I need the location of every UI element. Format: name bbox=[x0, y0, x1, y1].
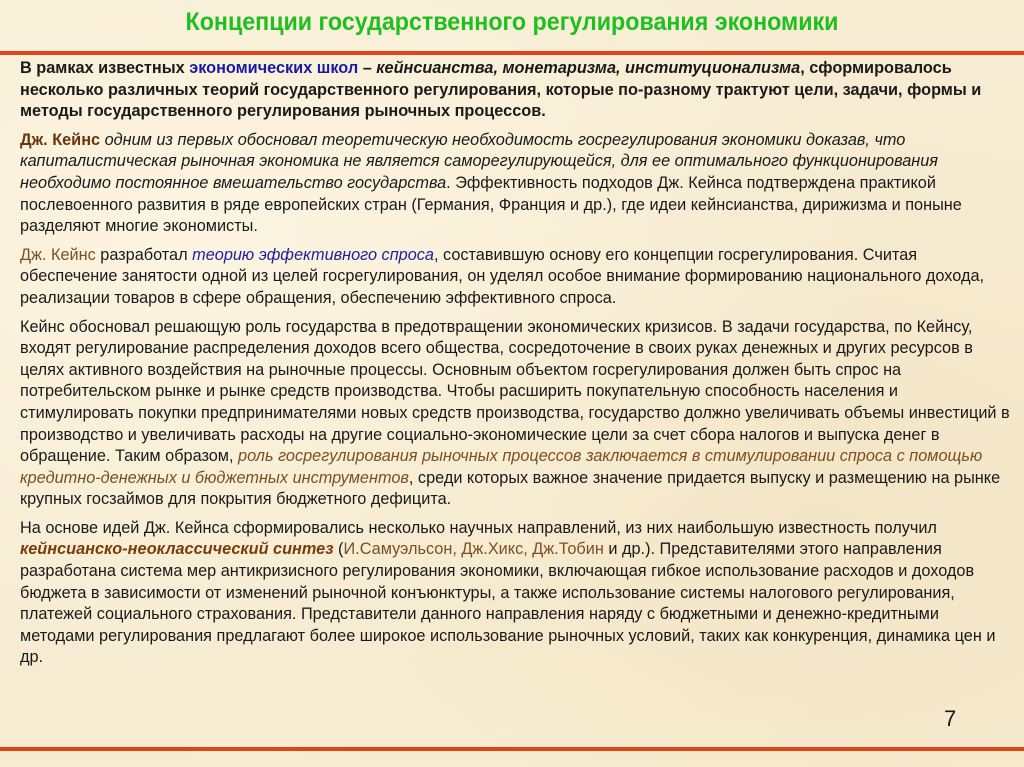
regulation-role-highlight: роль госрегулирования рыночных процессов заключается в стимулировании спроса с помощью кредитно-денежных и бюджетных инструментов bbox=[20, 447, 983, 487]
paragraph-effective-demand bbox=[20, 245, 1010, 310]
text: разработал bbox=[95, 245, 193, 264]
text: Кейнс обосновал решающую роль государства в предотвращении экономических кризисов. В задачи государства, по Кейнсу, входят регулирование распределения доходов всего общества, сосредоточение в своих руках денежных и других ресурсов в целях активного воздействия на рыночные процессы. Основным объектом госрегулирования должен быть спрос на потребительском рынке и рынке средств производства. Чтобы расширить покупательную способность населения и стимулировать покупки предпринимателями новых средств производства, государство должно увеличивать объемы инвестиций в производство и увеличивать расходы на другие социально-экономические цели за счет сбора налогов и выпуска денег в обращение. Таким образом, bbox=[20, 317, 1010, 466]
text: – bbox=[358, 59, 377, 77]
paragraph-crisis-prevention bbox=[20, 317, 1010, 511]
effective-demand-theory: теорию эффективного спроса bbox=[192, 245, 434, 264]
page-number: 7 bbox=[944, 706, 957, 731]
text: и др.). Представителями этого направления разработана система мер антикризисного регулирования экономики, включающая гибкое использование расходов и доходов бюджета в зависимости от изменений рыночной конъюнктуры, а также использование системы налогового регулирования, платежей социального страхования. Представители данного направления наряду с бюджетными и денежно-кредитными методами регулирования предлагают более широкое использование рыночных условий, таких как конкуренция, динамика цен и др. bbox=[20, 540, 996, 667]
highlight-economic-schools: экономических школ bbox=[189, 59, 359, 77]
slide-body bbox=[20, 58, 1010, 676]
text: В рамках известных bbox=[20, 59, 190, 77]
schools-list: кейнсианства, монетаризма, институционализма bbox=[376, 59, 801, 77]
bottom-divider bbox=[0, 747, 1024, 751]
top-divider bbox=[0, 51, 1024, 55]
paragraph-neoclassical-synthesis bbox=[20, 518, 1010, 669]
text: , сформировалось несколько различных теорий государственного регулирования, которые по-разному трактуют цели, задачи, формы и методы государственного регулирования рыночных процессов. bbox=[20, 59, 982, 121]
paragraph-intro bbox=[20, 58, 1010, 123]
text: , составившую основу его концепции госрегулирования. Считая обеспечение занятости одной из целей госрегулирования, он уделял особое внимание формированию национального дохода, реализации товаров в сфере обращения, обеспечению эффективного спроса. bbox=[20, 245, 985, 307]
keynes-name: Дж. Кейнс bbox=[20, 130, 101, 149]
keynes-name: Дж. Кейнс bbox=[20, 245, 96, 264]
slide-title: Концепции государственного регулирования экономики bbox=[185, 8, 839, 36]
text: . Эффективность подходов Дж. Кейнса подтверждена практикой послевоенного развития в ряде европейских стран (Германия, Франция и др.), где идеи кейнсианства, дирижизма и поныне разделяют многие экономисты. bbox=[20, 173, 962, 236]
text: , среди которых важное значение придается выпуску и размещению на рынке крупных госзаймов для покрытия бюджетного дефицита. bbox=[20, 468, 1001, 509]
keynes-thesis: одним из первых обосновал теоретическую необходимость госрегулирования экономики доказав, что капиталистическая рыночная экономика не является саморегулирующейся, для ее оптимального функционирования необходимо постоянное вмешательство государства bbox=[20, 130, 938, 192]
neoclassical-synthesis-term: кейнсианско-неоклассический синтез bbox=[20, 540, 334, 559]
text: ( bbox=[333, 540, 344, 559]
text: На основе идей Дж. Кейнса сформировались несколько научных направлений, из них наибольшую известность получил bbox=[20, 518, 937, 537]
paragraph-keynes-necessity bbox=[20, 130, 1010, 238]
economists-names: И.Самуэльсон, Дж.Хикс, Дж.Тобин bbox=[343, 540, 609, 559]
